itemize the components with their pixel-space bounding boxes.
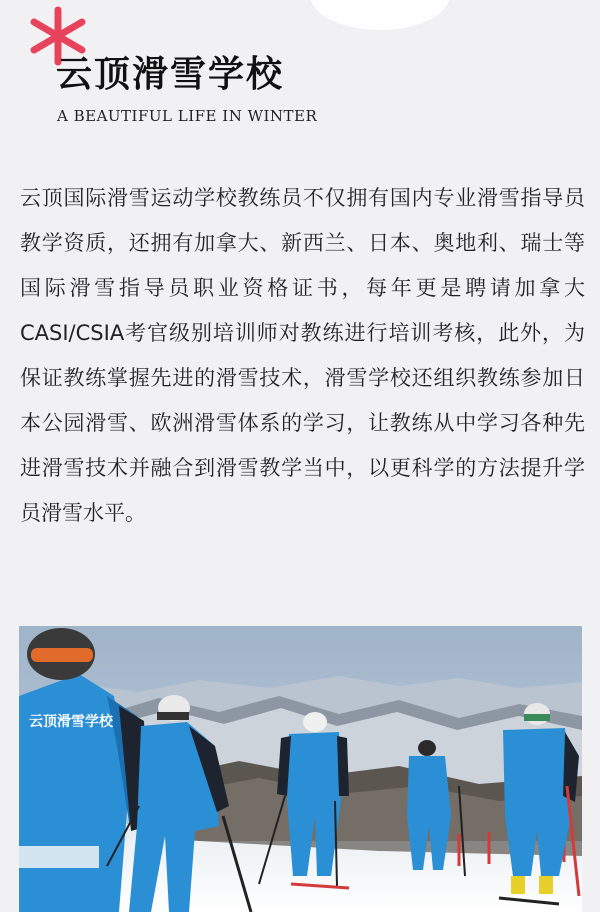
page-subtitle: A BEAUTIFUL LIFE IN WINTER — [57, 107, 318, 125]
page-title: 云顶滑雪学校 — [56, 54, 285, 95]
ski-instructors-photo — [19, 626, 582, 912]
jacket-text: 云顶滑雪学校 — [29, 714, 113, 730]
article-paragraph: 云顶国际滑雪运动学校教练员不仅拥有国内专业滑雪指导员教学资质，还拥有加拿大、新西兰、日本、奥地利、瑞士等国际滑雪指导员职业资格证书，每年更是聘请加拿大CASI/CSIA考官级别培训师对教练进行培训考核，此外，为保证教练掌握先进的滑雪技术，滑雪学校还组织教练参加日本公园滑雪、欧洲滑雪体系的学习，让教练从中学习各种先进滑雪技术并融合到滑雪教学当中，以更科学的方法提升学员滑雪水平。 — [20, 186, 585, 525]
decorative-circle — [310, 0, 450, 30]
